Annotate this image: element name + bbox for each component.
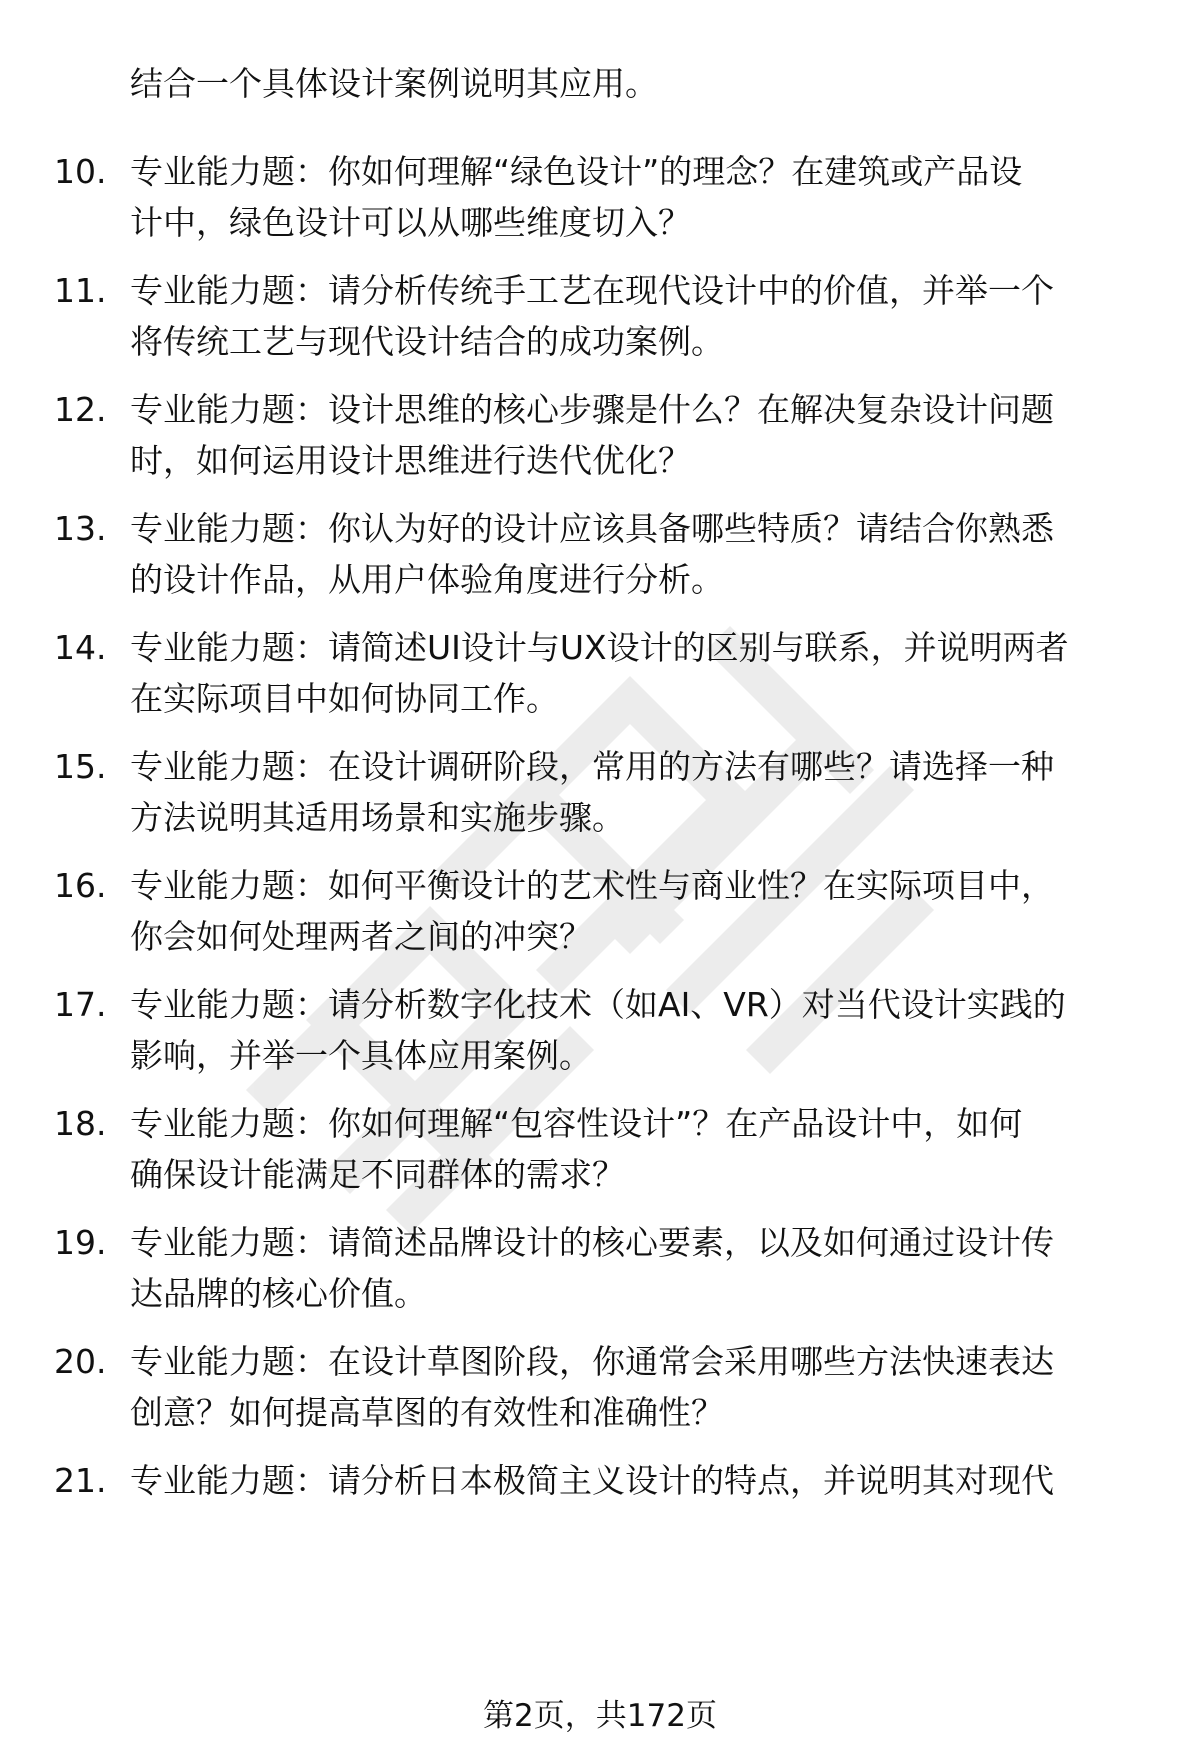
question-number: 20. [54,1342,107,1381]
question-text-line-1: 专业能力题：设计思维的核心步骤是什么？在解决复杂设计问题 [130,390,1054,429]
question-item-17 [0,981,1200,1091]
question-number: 17. [54,985,107,1024]
question-item-16 [0,862,1200,972]
question-number: 14. [54,628,107,667]
intro-line: 结合一个具体设计案例说明其应用。 [130,64,658,103]
question-text-line-1: 专业能力题：请分析数字化技术（如AI、VR）对当代设计实践的 [130,985,1066,1024]
question-text-line-2: 确保设计能满足不同群体的需求？ [130,1155,625,1194]
question-text-line-2: 达品牌的核心价值。 [130,1274,427,1313]
question-text-line-2: 时，如何运用设计思维进行迭代优化？ [130,441,691,480]
question-text-line-1: 专业能力题：请简述品牌设计的核心要素，以及如何通过设计传 [130,1223,1054,1262]
question-number: 11. [54,271,107,310]
question-number: 16. [54,866,107,905]
question-text-line-2: 你会如何处理两者之间的冲突？ [130,917,592,956]
question-item-12 [0,386,1200,496]
question-text-line-1: 专业能力题：如何平衡设计的艺术性与商业性？在实际项目中， [130,866,1054,905]
question-text-line-1: 专业能力题：你认为好的设计应该具备哪些特质？请结合你熟悉 [130,509,1054,548]
question-text-line-2: 创意？如何提高草图的有效性和准确性？ [130,1393,724,1432]
question-item-20 [0,1338,1200,1448]
question-number: 15. [54,747,107,786]
question-text-line-1: 专业能力题：在设计调研阶段，常用的方法有哪些？请选择一种 [130,747,1054,786]
question-text-line-1: 专业能力题：你如何理解“绿色设计”的理念？在建筑或产品设 [130,152,1023,191]
question-number: 10. [54,152,107,191]
question-item-14 [0,624,1200,734]
question-item-15 [0,743,1200,853]
question-number: 18. [54,1104,107,1143]
question-text-line-1: 专业能力题：请分析日本极简主义设计的特点，并说明其对现代 [130,1461,1054,1500]
question-text-line-2: 在实际项目中如何协同工作。 [130,679,559,718]
question-item-21 [0,1457,1200,1567]
question-text-line-2: 的设计作品，从用户体验角度进行分析。 [130,560,724,599]
question-item-19 [0,1219,1200,1329]
question-number: 13. [54,509,107,548]
question-item-11 [0,267,1200,377]
question-text-line-2: 计中，绿色设计可以从哪些维度切入？ [130,203,691,242]
question-item-18 [0,1100,1200,1210]
question-text-line-2: 方法说明其适用场景和实施步骤。 [130,798,625,837]
question-text-line-1: 专业能力题：请简述UI设计与UX设计的区别与联系，并说明两者 [130,628,1069,667]
question-text-line-1: 专业能力题：你如何理解“包容性设计”？在产品设计中，如何 [130,1104,1023,1143]
question-item-13 [0,505,1200,615]
question-text-line-1: 专业能力题：在设计草图阶段，你通常会采用哪些方法快速表达 [130,1342,1054,1381]
question-text-line-2: 将传统工艺与现代设计结合的成功案例。 [130,322,724,361]
question-number: 12. [54,390,107,429]
question-text-line-2: 影响，并举一个具体应用案例。 [130,1036,592,1075]
page-footer: 第2页，共172页 [483,1698,717,1734]
question-item-10 [0,148,1200,258]
question-number: 21. [54,1461,107,1500]
question-text-line-1: 专业能力题：请分析传统手工艺在现代设计中的价值，并举一个 [130,271,1054,310]
question-number: 19. [54,1223,107,1262]
